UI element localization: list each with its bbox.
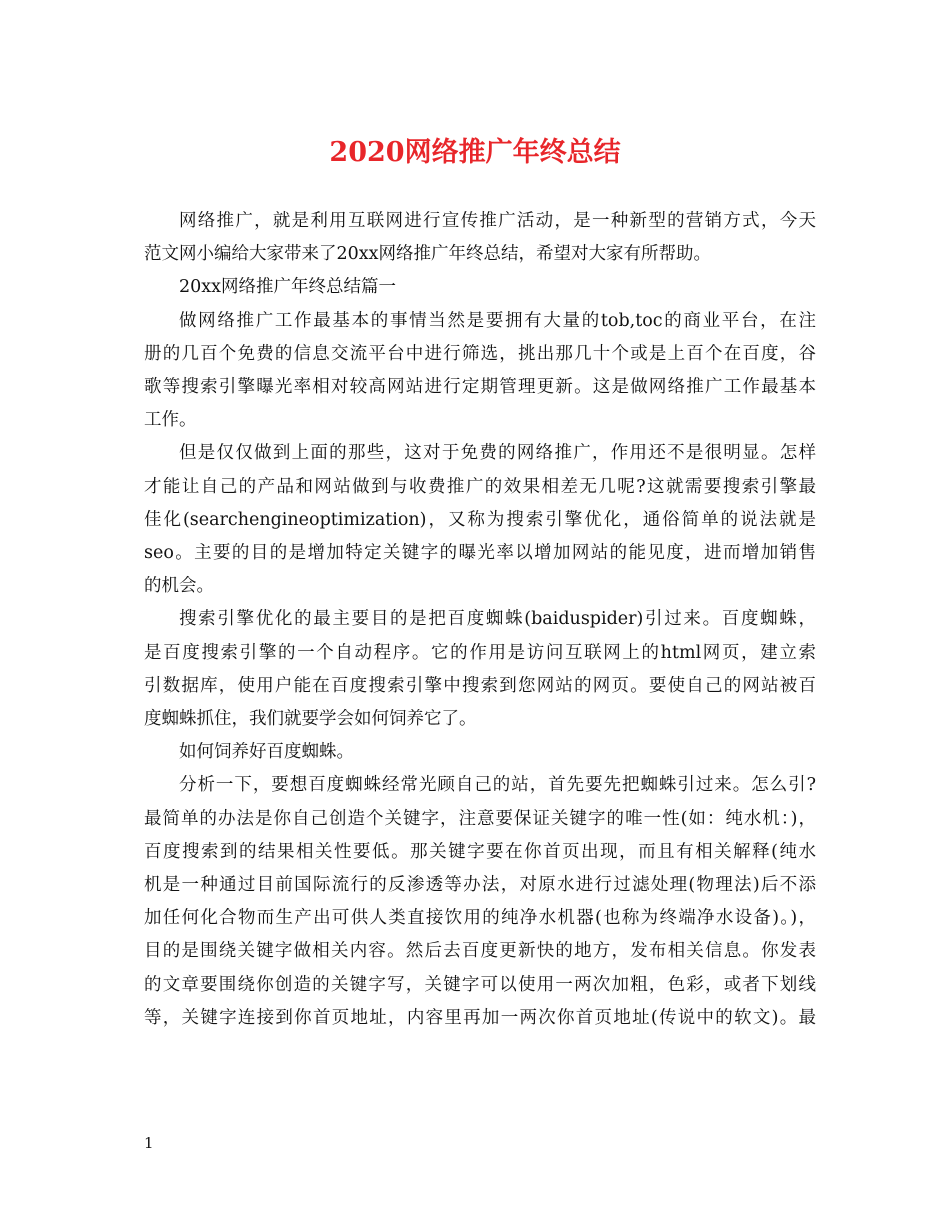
text-line: 加任何化合物而生产出可供人类直接饮用的纯净水机器(也称为终端净水设备)。)， (144, 908, 816, 929)
text-line: 做网络推广工作最基本的事情当然是要拥有大量的tob,toc的商业平台，在注 (179, 310, 816, 331)
text-line: 范文网小编给大家带来了20xx网络推广年终总结，希望对大家有所帮助。 (144, 244, 712, 265)
text-line: 是百度搜索引擎的一个自动程序。它的作用是访问互联网上的html网页，建立索 (144, 642, 816, 663)
text-line: 目的是围绕关键字做相关内容。然后去百度更新快的地方，发布相关信息。你发表 (144, 941, 816, 962)
text-line: 工作。 (144, 410, 197, 431)
paragraph (144, 769, 816, 1035)
text-line: 佳化(searchengineoptimization)，又称为搜索引擎优化，通俗简单的说法就是 (144, 509, 816, 530)
paragraph (144, 305, 816, 438)
document-body (144, 205, 816, 1035)
text-line: 歌等搜索引擎曝光率相对较高网站进行定期管理更新。这是做网络推广工作最基本 (144, 377, 816, 398)
text-line: 搜索引擎优化的最主要目的是把百度蜘蛛(baiduspider)引过来。百度蜘蛛， (179, 609, 816, 630)
text-line: 机是一种通过目前国际流行的反渗透等办法，对原水进行过滤处理(物理法)后不添 (144, 875, 816, 896)
text-line: 20xx网络推广年终总结篇一 (179, 277, 397, 298)
text-line: 网络推广，就是利用互联网进行宣传推广活动，是一种新型的营销方式，今天 (179, 211, 816, 231)
text-line: seo。主要的目的是增加特定关键字的曝光率以增加网站的能见度，进而增加销售 (144, 543, 816, 564)
paragraph (144, 736, 816, 769)
text-line: 才能让自己的产品和网站做到与收费推广的效果相差无几呢?这就需要搜索引擎最 (144, 476, 816, 497)
page-number: 1 (144, 1134, 154, 1152)
text-line: 等，关键字连接到你首页地址，内容里再加一两次你首页地址(传说中的软文)。最 (144, 1007, 816, 1028)
text-line: 的机会。 (144, 576, 214, 597)
text-line: 的文章要围绕你创造的关键字写，关键字可以使用一两次加粗，色彩，或者下划线 (144, 974, 816, 995)
text-line: 但是仅仅做到上面的那些，这对于免费的网络推广，作用还不是很明显。怎样 (179, 443, 816, 464)
text-line: 最简单的办法是你自己创造个关键字，注意要保证关键字的唯一性(如：纯水机：)， (144, 808, 816, 829)
text-line: 百度搜索到的结果相关性要低。那关键字要在你首页出现，而且有相关解释(纯水 (144, 841, 816, 862)
paragraph (144, 271, 816, 304)
text-line: 册的几百个免费的信息交流平台中进行筛选，挑出那几十个或是上百个在百度，谷 (144, 343, 816, 364)
text-line: 引数据库，使用户能在百度搜索引擎中搜索到您网站的网页。要使自己的网站被百 (144, 675, 816, 696)
document-title: 2020网络推广年终总结 (329, 137, 621, 168)
paragraph (144, 205, 816, 271)
text-line: 度蜘蛛抓住，我们就要学会如何饲养它了。 (144, 709, 477, 730)
text-line: 如何饲养好百度蜘蛛。 (179, 742, 354, 763)
paragraph (144, 603, 816, 736)
paragraph (144, 437, 816, 603)
text-line: 分析一下，要想百度蜘蛛经常光顾自己的站，首先要先把蜘蛛引过来。怎么引? (179, 775, 816, 796)
